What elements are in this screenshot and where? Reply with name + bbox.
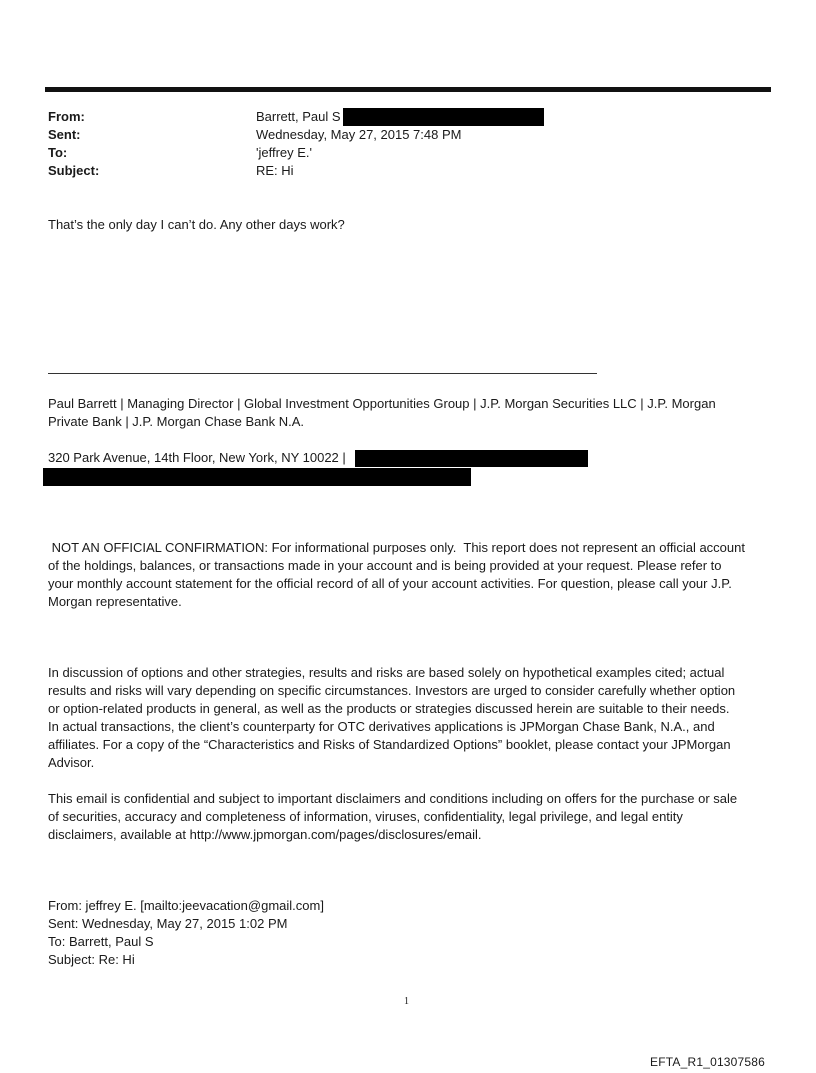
sent-value: Wednesday, May 27, 2015 7:48 PM (256, 127, 462, 142)
disclaimer-confidential-line: This email is confidential and subject to important disclaimers and conditions including on offers for the purchase or sale (48, 791, 738, 806)
disclaimer-options-line: In discussion of options and other strategies, results and risks are based solely on hypothetical examples cited; actual (48, 665, 725, 680)
redaction-phone (355, 450, 588, 467)
redaction-from-email (343, 108, 544, 126)
subject-label: Subject: (48, 163, 100, 178)
to-value: 'jeffrey E.' (256, 145, 313, 160)
disclaimer-confidential-link[interactable]: disclaimers, available at http://www.jpmorgan.com/pages/disclosures/email. (48, 827, 482, 842)
header-rule (45, 87, 771, 92)
document-id: EFTA_R1_01307586 (650, 1055, 766, 1069)
disclaimer-options-line: affiliates. For a copy of the “Characteristics and Risks of Standardized Options” booklet, please contact your JPMorgan (48, 737, 731, 752)
disclaimer-options-line: In actual transactions, the client’s counterparty for OTC derivatives applications is JPMorgan Chase Bank, N.A., and (48, 719, 715, 734)
disclaimer-confirmation-line: Morgan representative. (48, 594, 182, 609)
quoted-to: To: Barrett, Paul S (48, 934, 154, 949)
quoted-sent: Sent: Wednesday, May 27, 2015 1:02 PM (48, 916, 288, 931)
quoted-from: From: jeffrey E. [mailto:jeevacation@gmail.com] (48, 898, 324, 913)
signature-address: 320 Park Avenue, 14th Floor, New York, NY 10022 | (48, 450, 346, 465)
subject-value: RE: Hi (256, 163, 294, 178)
disclaimer-options-line: or option-related products in general, as well as the products or strategies discussed herein are suitable to their needs. (48, 701, 730, 716)
page-number: 1 (404, 996, 409, 1007)
from-value: Barrett, Paul S (256, 109, 341, 124)
quoted-subject: Subject: Re: Hi (48, 952, 135, 967)
signature-divider (48, 373, 597, 374)
sent-label: Sent: (48, 127, 81, 142)
disclaimer-options-line: Advisor. (48, 755, 95, 770)
disclaimer-options-line: results and risks will vary depending on specific circumstances. Investors are urged to consider carefully whether option (48, 683, 736, 698)
from-label: From: (48, 109, 85, 124)
message-body: That’s the only day I can’t do. Any other days work? (48, 217, 345, 232)
disclaimer-confidential-line: of securities, accuracy and completeness of information, viruses, confidentiality, legal privilege, and legal entity (48, 809, 683, 824)
disclaimer-confirmation-line: of the holdings, balances, or transactions made in your account and is being provided at your request. Please refer to (48, 558, 722, 573)
signature-line-1: Paul Barrett | Managing Director | Global Investment Opportunities Group | J.P. Morgan Securities LLC | J.P. Morgan (48, 396, 716, 411)
to-label: To: (48, 145, 68, 160)
disclaimer-confirmation-line: your monthly account statement for the official record of all of your account activities. For question, please call your J.P. (48, 576, 732, 591)
signature-line-2: Private Bank | J.P. Morgan Chase Bank N.A. (48, 414, 305, 429)
disclaimer-confirmation-line: NOT AN OFFICIAL CONFIRMATION: For informational purposes only. This report does not represent an official account (48, 540, 745, 555)
redaction-contact (43, 468, 471, 486)
